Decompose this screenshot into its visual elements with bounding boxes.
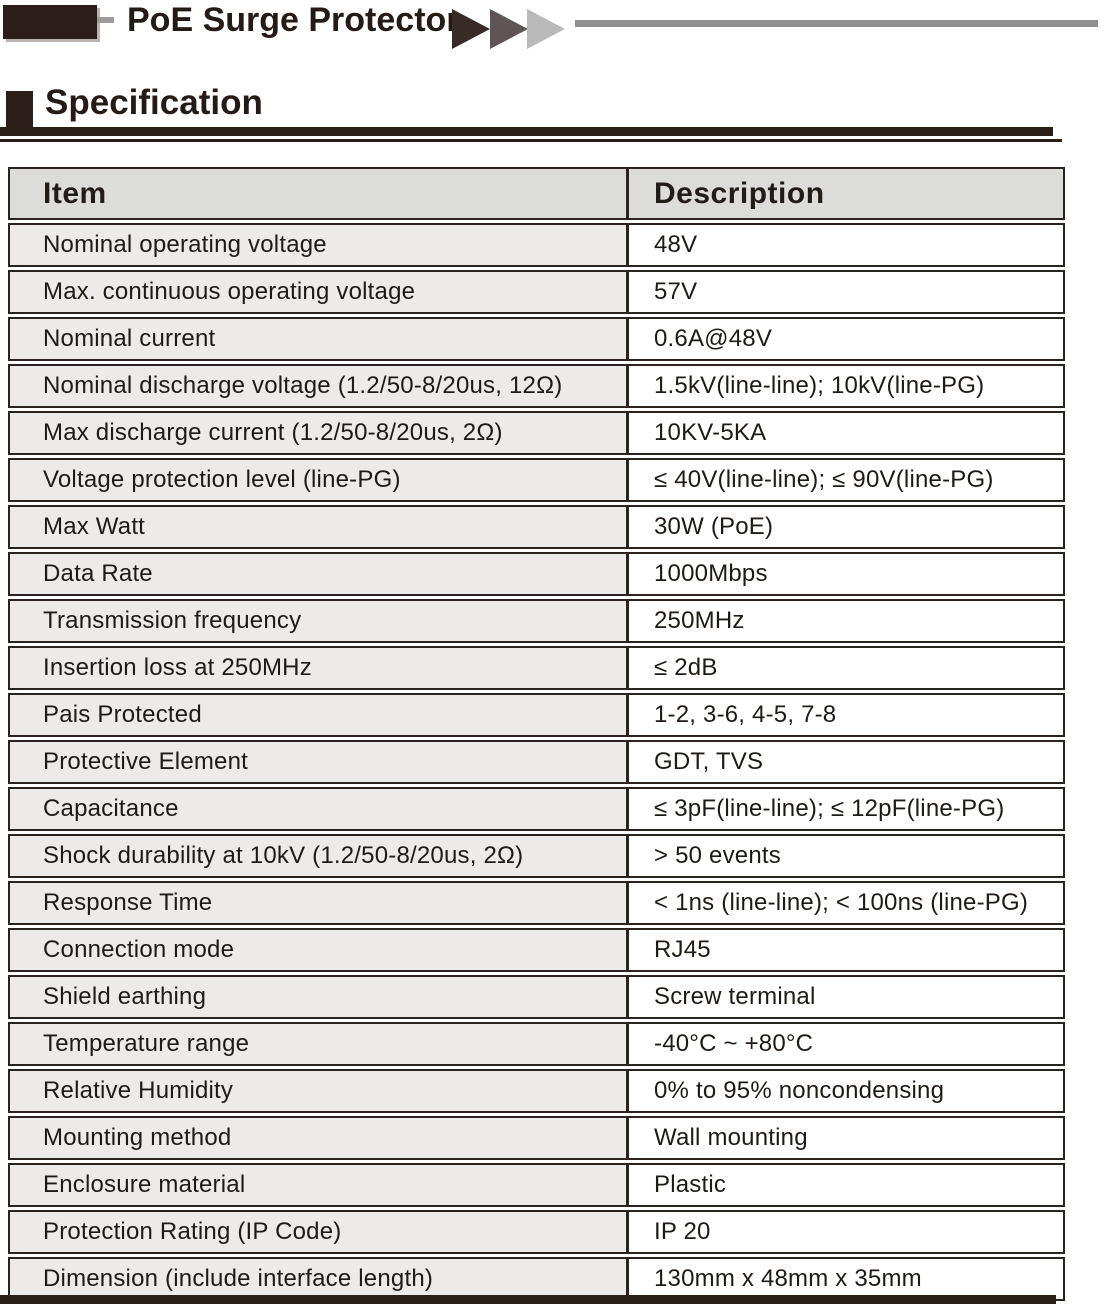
- brand-block: [3, 5, 97, 39]
- item-cell: Max. continuous operating voltage: [10, 272, 629, 312]
- item-cell: Protection Rating (IP Code): [10, 1212, 629, 1252]
- description-cell: 250MHz: [629, 601, 1063, 641]
- table-row: [8, 693, 1065, 737]
- description-cell: 48V: [629, 225, 1063, 265]
- banner-divider-line: [575, 20, 1098, 27]
- description-cell: < 1ns (line-line); < 100ns (line-PG): [629, 883, 1063, 923]
- table-row: [8, 928, 1065, 972]
- table-row: [8, 317, 1065, 361]
- arrow-right-icon: [490, 9, 528, 49]
- item-cell: Connection mode: [10, 930, 629, 970]
- item-cell: Pais Protected: [10, 695, 629, 735]
- arrow-right-icon: [527, 9, 565, 49]
- description-cell: > 50 events: [629, 836, 1063, 876]
- table-row: [8, 1022, 1065, 1066]
- table-row: [8, 834, 1065, 878]
- item-cell: Enclosure material: [10, 1165, 629, 1205]
- description-cell: GDT, TVS: [629, 742, 1063, 782]
- item-cell: Temperature range: [10, 1024, 629, 1064]
- table-row: [8, 270, 1065, 314]
- item-cell: Insertion loss at 250MHz: [10, 648, 629, 688]
- description-cell: 0.6A@48V: [629, 319, 1063, 359]
- description-cell: 57V: [629, 272, 1063, 312]
- description-cell: ≤ 3pF(line-line); ≤ 12pF(line-PG): [629, 789, 1063, 829]
- table-row: [8, 505, 1065, 549]
- item-cell: Response Time: [10, 883, 629, 923]
- table-row: [8, 1163, 1065, 1207]
- item-cell: Data Rate: [10, 554, 629, 594]
- description-cell: Screw terminal: [629, 977, 1063, 1017]
- table-row: [8, 787, 1065, 831]
- item-cell: Relative Humidity: [10, 1071, 629, 1111]
- column-header-description: Description: [629, 169, 1063, 218]
- item-cell: Shield earthing: [10, 977, 629, 1017]
- page-bottom-rule: [0, 1295, 1056, 1304]
- item-cell: Dimension (include interface length): [10, 1259, 629, 1299]
- description-cell: 130mm x 48mm x 35mm: [629, 1259, 1063, 1299]
- item-cell: Nominal operating voltage: [10, 225, 629, 265]
- section-rule: [0, 127, 1053, 136]
- item-cell: Shock durability at 10kV (1.2/50-8/20us, 2Ω): [10, 836, 629, 876]
- square-bullet-icon: [6, 91, 33, 127]
- table-row: [8, 599, 1065, 643]
- arrow-right-icon: [452, 9, 490, 49]
- table-header-row: [8, 167, 1065, 220]
- section-rule-thin: [0, 139, 1062, 142]
- description-cell: ≤ 40V(line-line); ≤ 90V(line-PG): [629, 460, 1063, 500]
- description-cell: 1.5kV(line-line); 10kV(line-PG): [629, 366, 1063, 406]
- item-cell: Max discharge current (1.2/50-8/20us, 2Ω): [10, 413, 629, 453]
- description-cell: 30W (PoE): [629, 507, 1063, 547]
- column-header-item: Item: [10, 169, 629, 218]
- description-cell: 1000Mbps: [629, 554, 1063, 594]
- table-row: [8, 881, 1065, 925]
- table-row: [8, 1116, 1065, 1160]
- table-row: [8, 740, 1065, 784]
- table-row: [8, 975, 1065, 1019]
- item-cell: Nominal current: [10, 319, 629, 359]
- page-banner: [0, 0, 1108, 60]
- description-cell: ≤ 2dB: [629, 648, 1063, 688]
- table-row: [8, 458, 1065, 502]
- table-row: [8, 1210, 1065, 1254]
- table-row: [8, 364, 1065, 408]
- item-cell: Protective Element: [10, 742, 629, 782]
- description-cell: IP 20: [629, 1212, 1063, 1252]
- page-title: PoE Surge Protector: [127, 1, 460, 39]
- item-cell: Max Watt: [10, 507, 629, 547]
- item-cell: Mounting method: [10, 1118, 629, 1158]
- item-cell: Transmission frequency: [10, 601, 629, 641]
- description-cell: RJ45: [629, 930, 1063, 970]
- brand-dash: [97, 17, 114, 23]
- description-cell: 0% to 95% noncondensing: [629, 1071, 1063, 1111]
- table-row: [8, 223, 1065, 267]
- description-cell: Wall mounting: [629, 1118, 1063, 1158]
- specification-table: [8, 167, 1065, 1304]
- description-cell: 10KV-5KA: [629, 413, 1063, 453]
- item-cell: Capacitance: [10, 789, 629, 829]
- item-cell: Nominal discharge voltage (1.2/50-8/20us, 12Ω): [10, 366, 629, 406]
- table-row: [8, 1069, 1065, 1113]
- section-heading: Specification: [45, 83, 263, 122]
- table-row: [8, 646, 1065, 690]
- description-cell: Plastic: [629, 1165, 1063, 1205]
- table-row: [8, 552, 1065, 596]
- table-row: [8, 411, 1065, 455]
- description-cell: 1-2, 3-6, 4-5, 7-8: [629, 695, 1063, 735]
- description-cell: -40°C ~ +80°C: [629, 1024, 1063, 1064]
- item-cell: Voltage protection level (line-PG): [10, 460, 629, 500]
